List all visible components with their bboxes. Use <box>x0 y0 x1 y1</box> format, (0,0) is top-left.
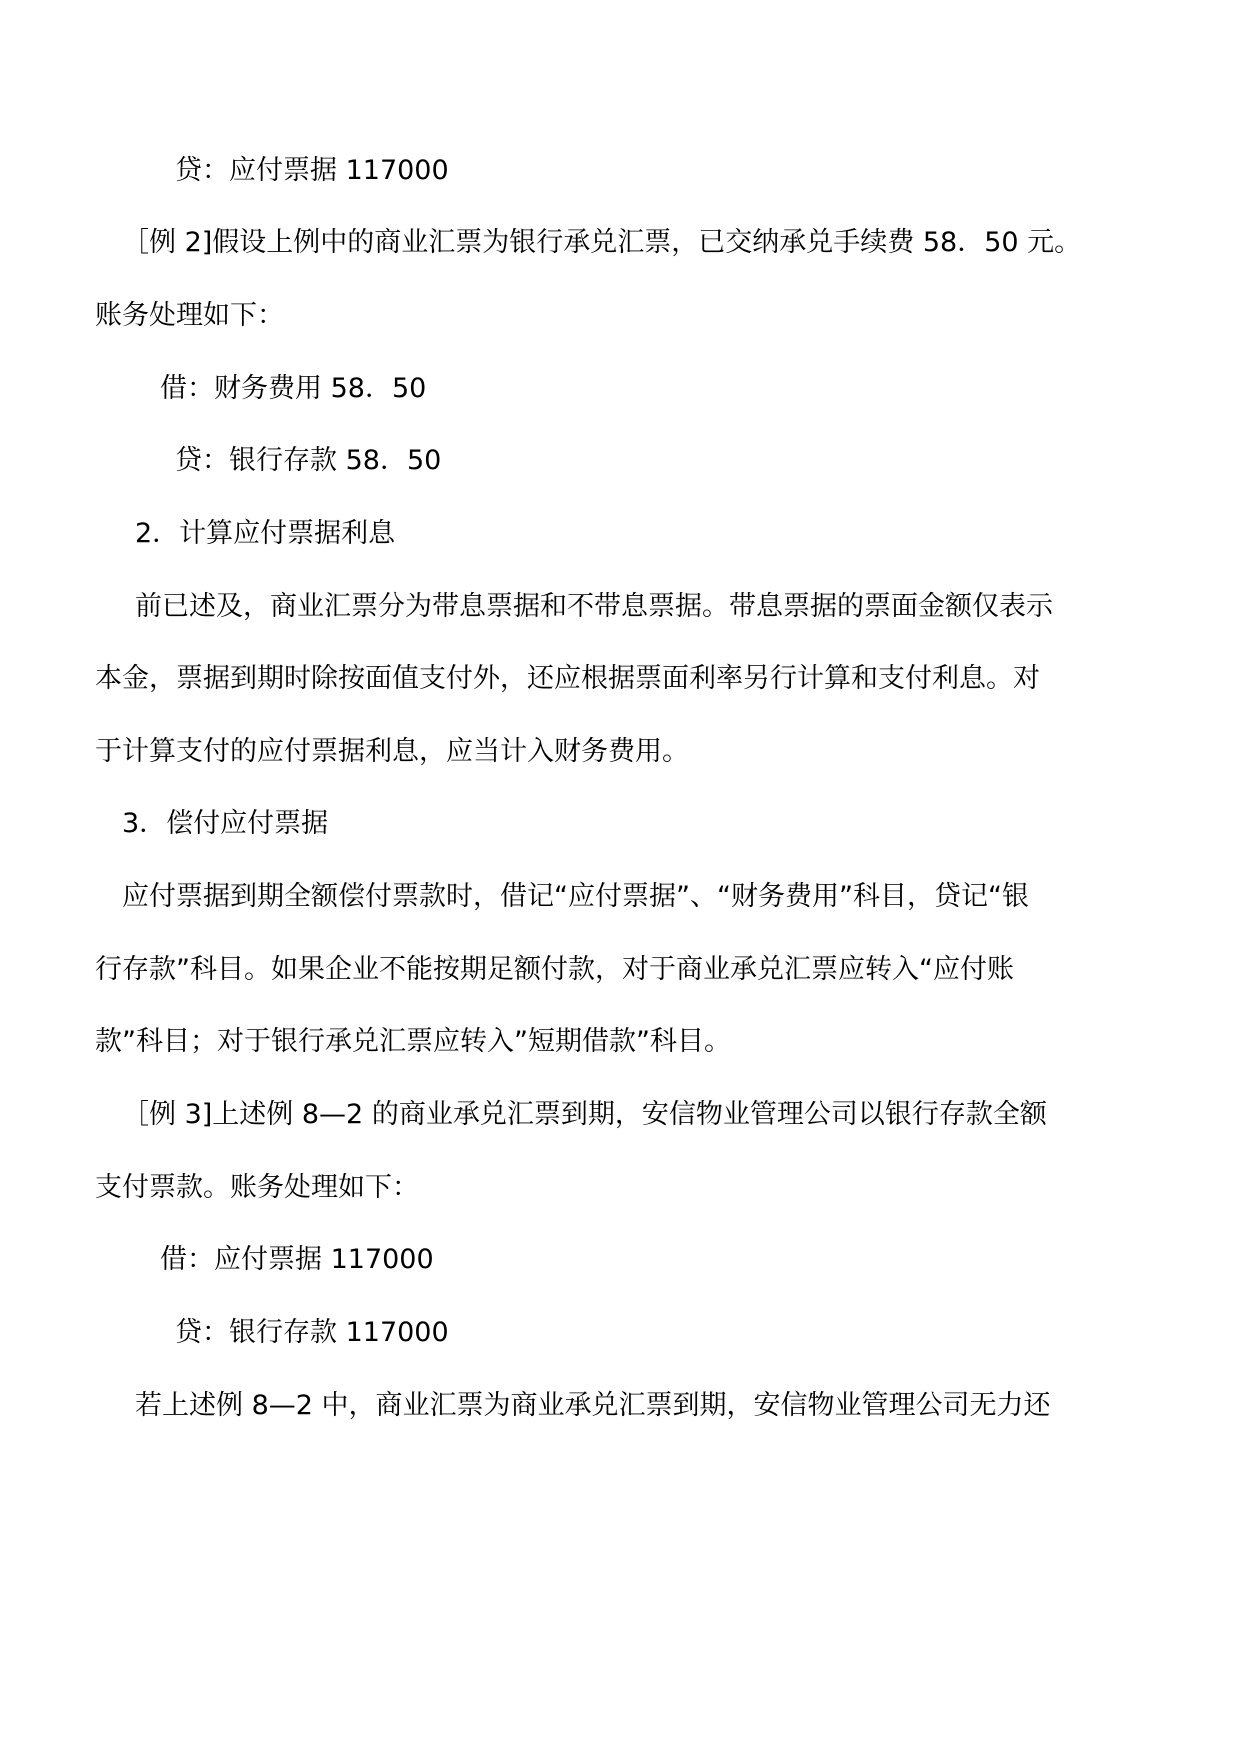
example-3-paragraph-line-2: 支付票款。账务处理如下： <box>95 1172 419 1203</box>
interest-paragraph-line-1: 前已述及，商业汇票分为带息票据和不带息票据。带息票据的票面金额仅表示 <box>135 591 1053 622</box>
interest-paragraph-line-2: 本金，票据到期时除按面值支付外，还应根据票面利率另行计算和支付利息。对 <box>95 663 1040 694</box>
default-scenario-paragraph-line-1: 若上述例 8—2 中，商业汇票为商业承兑汇票到期，安信物业管理公司无力还 <box>135 1390 1051 1421</box>
example-2-paragraph-line-2: 账务处理如下： <box>95 300 284 331</box>
interest-paragraph-line-3: 于计算支付的应付票据利息，应当计入财务费用。 <box>95 736 689 767</box>
repayment-paragraph-line-1: 应付票据到期全额偿付票款时，借记“应付票据”、“财务费用”科目，贷记“银 <box>122 881 1029 912</box>
repayment-paragraph-line-3: 款”科目；对于银行承兑汇票应转入”短期借款”科目。 <box>95 1026 731 1057</box>
debit-finance-expense-line: 借：财务费用 58．50 <box>160 373 427 404</box>
debit-notes-payable-line: 借：应付票据 117000 <box>160 1244 434 1275</box>
example-3-paragraph-line-1: ［例 3]上述例 8—2 的商业承兑汇票到期，安信物业管理公司以银行存款全额 <box>122 1099 1047 1130</box>
example-2-paragraph-line-1: ［例 2]假设上例中的商业汇票为银行承兑汇票，已交纳承兑手续费 58．50 元。 <box>122 227 1082 258</box>
credit-notes-payable-line: 贷：应付票据 117000 <box>175 155 449 186</box>
repayment-paragraph-line-2: 行存款”科目。如果企业不能按期足额付款，对于商业承兑汇票应转入“应付账 <box>95 954 1014 985</box>
credit-bank-deposit-117000-line: 贷：银行存款 117000 <box>175 1317 449 1348</box>
section-heading-2: 2．计算应付票据利息 <box>135 518 396 549</box>
section-heading-3: 3．偿付应付票据 <box>122 808 329 839</box>
credit-bank-deposit-line: 贷：银行存款 58．50 <box>175 445 442 476</box>
